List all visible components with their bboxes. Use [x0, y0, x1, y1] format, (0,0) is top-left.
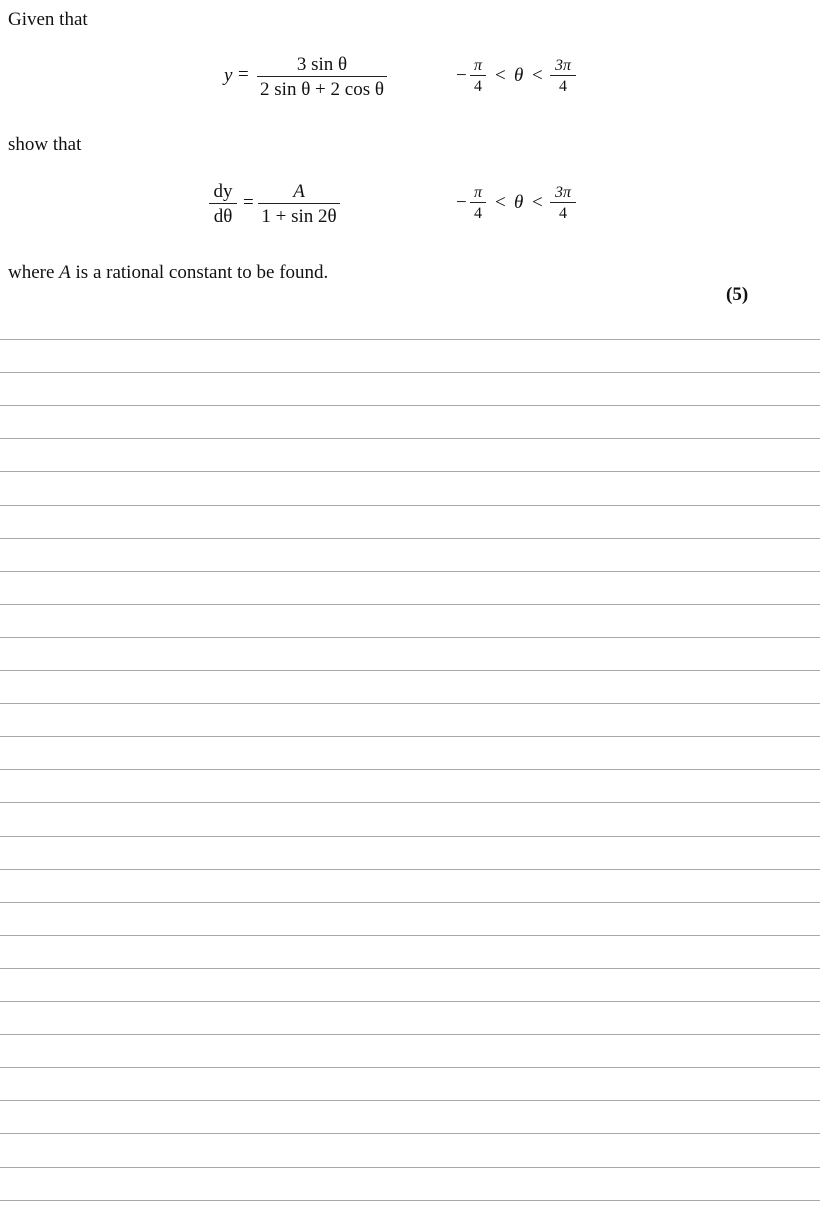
answer-line	[0, 769, 820, 770]
domain2-left-den: 4	[470, 202, 486, 223]
derivative-d-num: dy	[213, 181, 233, 202]
where-text-var: A	[59, 262, 71, 283]
answer-line	[0, 637, 820, 638]
answer-line	[0, 902, 820, 903]
domain1-var: θ	[514, 65, 524, 86]
domain2-left-num: π	[473, 184, 482, 201]
domain2-lt1: <	[495, 192, 506, 213]
answer-line	[0, 1100, 820, 1101]
answer-line	[0, 538, 820, 539]
answer-line	[0, 935, 820, 936]
answer-line	[0, 505, 820, 506]
answer-line	[0, 1167, 820, 1168]
answer-line	[0, 571, 820, 572]
given-denominator: 2 sin θ + 2 cos θ	[257, 76, 387, 101]
domain1-left-fraction	[470, 57, 486, 96]
answer-line	[0, 703, 820, 704]
answer-line	[0, 802, 820, 803]
answer-line	[0, 438, 820, 439]
domain2-right-den: 4	[550, 202, 576, 223]
derivative-dydtheta	[209, 181, 237, 228]
domain2-lt2: <	[532, 192, 543, 213]
answer-line	[0, 670, 820, 671]
answer-line	[0, 836, 820, 837]
answer-line	[0, 736, 820, 737]
marks-label: (5)	[726, 284, 749, 305]
domain1-minus: −	[456, 65, 467, 86]
answer-line	[0, 471, 820, 472]
where-text-part2: is a rational constant to be found.	[70, 262, 329, 283]
domain2-right-num: 3π	[554, 184, 571, 201]
domain2-minus: −	[456, 192, 467, 213]
answer-line	[0, 1001, 820, 1002]
given-lhs: y	[224, 65, 233, 86]
answer-line	[0, 1034, 820, 1035]
answer-line	[0, 869, 820, 870]
where-text-part1: where	[8, 262, 60, 283]
show-that-text: show that	[8, 134, 82, 155]
answer-line	[0, 405, 820, 406]
domain1-lt1: <	[495, 65, 506, 86]
intro-text: Given that	[8, 9, 88, 30]
answer-line	[0, 1200, 820, 1201]
domain1-lt2: <	[532, 65, 543, 86]
answer-line	[0, 1133, 820, 1134]
answer-line	[0, 372, 820, 373]
where-text	[8, 262, 328, 284]
derivative-d-den: dθ	[209, 203, 237, 228]
given-equals: =	[238, 64, 249, 85]
derivative-equals: =	[243, 192, 254, 213]
domain1-left-den: 4	[470, 75, 486, 96]
answer-line	[0, 339, 820, 340]
given-numerator: 3 sin θ	[296, 54, 348, 75]
answer-line	[0, 604, 820, 605]
domain1-right-fraction	[550, 57, 576, 96]
answer-line	[0, 1067, 820, 1068]
domain1-left-num: π	[473, 57, 482, 74]
domain2-right-fraction	[550, 184, 576, 223]
domain1-right-num: 3π	[554, 57, 571, 74]
derivative-denominator: 1 + sin 2θ	[258, 203, 340, 228]
domain2-left-fraction	[470, 184, 486, 223]
derivative-fraction	[258, 181, 340, 228]
domain1-right-den: 4	[550, 75, 576, 96]
given-fraction	[257, 54, 387, 101]
derivative-numerator: A	[293, 181, 305, 202]
answer-line	[0, 968, 820, 969]
domain2-var: θ	[514, 192, 524, 213]
